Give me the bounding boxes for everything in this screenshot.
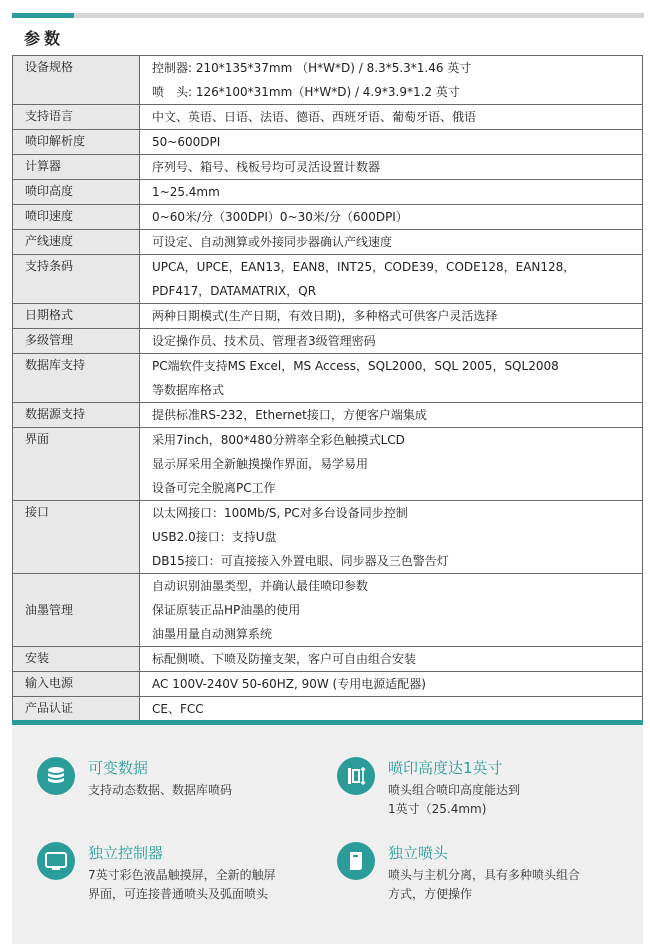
spec-label: 输入电源 [25, 676, 74, 690]
spec-row [13, 329, 643, 354]
spec-value-line: AC 100V-240V 50-60HZ, 90W (专用电源适配器) [152, 677, 426, 691]
spec-label-cell [13, 255, 140, 304]
feature-description-line: 界面，可连接普通喷头及弧面喷头 [88, 887, 269, 901]
spec-label: 设备规格 [25, 60, 74, 74]
spec-value-line: 自动识别油墨类型，并确认最佳喷印参数 [152, 579, 369, 593]
spec-label: 数据源支持 [25, 407, 86, 421]
spec-label-cell [13, 205, 140, 230]
spec-value-cell [140, 304, 643, 329]
feature-title: 可变数据 [88, 759, 149, 777]
feature-description-line: 方式，方便操作 [388, 887, 473, 901]
feature-description [88, 781, 232, 800]
spec-row [13, 574, 643, 647]
spec-label: 计算器 [25, 159, 62, 173]
spec-label-cell [13, 697, 140, 722]
spec-label: 产品认证 [25, 701, 74, 715]
spec-label-cell [13, 501, 140, 574]
title-accent-bar [12, 13, 644, 18]
spec-label-cell [13, 180, 140, 205]
spec-label: 喷印高度 [25, 184, 74, 198]
spec-value-line: 设备可完全脱离PC工作 [152, 481, 276, 495]
spec-label-cell [13, 304, 140, 329]
accent-segment [12, 13, 74, 18]
database-icon [37, 757, 75, 795]
spec-value-line: PDF417，DATAMATRIX，QR [152, 284, 317, 298]
spec-value-line: 序列号、箱号、栈板号均可灵活设置计数器 [152, 160, 381, 174]
spec-value-line: 0~60米/分（300DPI）0~30米/分（600DPI） [152, 210, 408, 224]
spec-row [13, 130, 643, 155]
feature-description-line: 喷头组合喷印高度能达到 [388, 783, 521, 797]
spec-row [13, 230, 643, 255]
spec-value-line: 标配侧喷、下喷及防撞支架，客户可自由组合安装 [152, 652, 417, 666]
spec-label-cell [13, 56, 140, 105]
spec-row [13, 304, 643, 329]
spec-value-cell [140, 205, 643, 230]
feature-description-line: 7英寸彩色液晶触摸屏，全新的触屏 [88, 868, 276, 882]
spec-value-cell [140, 230, 643, 255]
spec-label-cell [13, 672, 140, 697]
spec-value-line: 两种日期模式(生产日期，有效日期)，多种格式可供客户灵活选择 [152, 309, 498, 323]
feature-description [388, 866, 580, 904]
feature-description-line: 喷头与主机分离，具有多种喷头组合 [388, 868, 581, 882]
spec-value-line: 中文、英语、日语、法语、德语、西班牙语、葡萄牙语、俄语 [152, 110, 477, 124]
spec-value-cell [140, 574, 643, 647]
spec-row [13, 403, 643, 428]
spec-value-line: CE、FCC [152, 702, 204, 716]
spec-label-cell [13, 403, 140, 428]
spec-value-cell [140, 403, 643, 428]
feature-description-line: 支持动态数据、数据库喷码 [88, 783, 233, 797]
spec-row [13, 155, 643, 180]
spec-value-line: USB2.0接口：支持U盘 [152, 530, 277, 544]
feature-description [88, 866, 276, 904]
print-height-icon [337, 757, 375, 795]
spec-label: 多级管理 [25, 333, 74, 347]
spec-value-cell [140, 501, 643, 574]
spec-label: 接口 [25, 505, 50, 519]
feature-description [388, 781, 520, 819]
spec-value-line: 保证原装正品HP油墨的使用 [152, 603, 301, 617]
spec-value-line: PC端软件支持MS Excel，MS Access，SQL2000，SQL 2005，SQL2008 [152, 359, 559, 373]
spec-label: 数据库支持 [25, 358, 86, 372]
spec-value-line: 采用7inch，800*480分辨率全彩色触摸式LCD [152, 433, 405, 447]
spec-label-cell [13, 230, 140, 255]
spec-label-cell [13, 428, 140, 501]
spec-table [12, 55, 643, 722]
spec-label: 日期格式 [25, 308, 74, 322]
spec-value-cell [140, 180, 643, 205]
spec-value-cell [140, 56, 643, 105]
spec-label-cell [13, 574, 140, 647]
spec-value-cell [140, 255, 643, 304]
spec-value-line: DB15接口：可直接接入外置电眼、同步器及三色警告灯 [152, 554, 449, 568]
spec-label: 油墨管理 [25, 602, 74, 617]
spec-value-line: 可设定、自动测算或外接同步器确认产线速度 [152, 235, 393, 249]
spec-value-line: 以太网接口：100Mb/S, PC对多台设备同步控制 [152, 506, 408, 520]
spec-row [13, 428, 643, 501]
spec-value-cell [140, 428, 643, 501]
feature-description-line: 1英寸（25.4mm) [388, 802, 487, 816]
spec-label-cell [13, 329, 140, 354]
printhead-icon [337, 842, 375, 880]
spec-row [13, 697, 643, 722]
spec-label-cell [13, 155, 140, 180]
monitor-icon [37, 842, 75, 880]
spec-value-cell [140, 647, 643, 672]
spec-value-cell [140, 130, 643, 155]
spec-value-cell [140, 672, 643, 697]
spec-row [13, 105, 643, 130]
feature-title: 喷印高度达1英寸 [388, 759, 503, 777]
feature-title: 独立喷头 [388, 844, 449, 862]
spec-label: 喷印速度 [25, 209, 74, 223]
spec-row [13, 672, 643, 697]
spec-value-line: 50~600DPI [152, 135, 221, 149]
spec-label-cell [13, 130, 140, 155]
spec-value-line: 油墨用量自动测算系统 [152, 627, 273, 641]
spec-label-cell [13, 105, 140, 130]
spec-label: 喷印解析度 [25, 134, 86, 148]
section-title: 参数 [24, 29, 65, 48]
spec-label: 安装 [25, 651, 50, 665]
feature-panel [12, 720, 643, 944]
spec-row [13, 501, 643, 574]
spec-label: 产线速度 [25, 234, 74, 248]
spec-value-line: 提供标准RS-232，Ethernet接口，方便客户端集成 [152, 408, 427, 422]
spec-row [13, 354, 643, 403]
spec-label-cell [13, 354, 140, 403]
feature-title: 独立控制器 [88, 844, 164, 862]
divider-segment [74, 13, 644, 18]
spec-value-cell [140, 697, 643, 722]
spec-value-line: 控制器: 210*135*37mm （H*W*D) / 8.3*5.3*1.46 英寸 [152, 61, 472, 75]
spec-value-cell [140, 329, 643, 354]
spec-label-cell [13, 647, 140, 672]
spec-value-line: 设定操作员、技术员、管理者3级管理密码 [152, 334, 376, 348]
spec-label: 支持语言 [25, 109, 74, 123]
spec-row [13, 647, 643, 672]
spec-value-cell [140, 155, 643, 180]
spec-row [13, 205, 643, 230]
spec-row [13, 255, 643, 304]
spec-row [13, 56, 643, 105]
spec-value-cell [140, 105, 643, 130]
spec-value-line: 1~25.4mm [152, 185, 220, 199]
spec-row [13, 180, 643, 205]
spec-label: 界面 [25, 432, 50, 446]
spec-value-line: 喷 头: 126*100*31mm（H*W*D) / 4.9*3.9*1.2 英寸 [152, 85, 460, 99]
spec-label: 支持条码 [25, 259, 74, 273]
spec-value-line: UPCA，UPCE，EAN13，EAN8，INT25，CODE39，CODE128，EAN128， [152, 260, 576, 274]
spec-value-cell [140, 354, 643, 403]
spec-value-line: 显示屏采用全新触摸操作界面，易学易用 [152, 457, 369, 471]
spec-value-line: 等数据库格式 [152, 383, 225, 397]
